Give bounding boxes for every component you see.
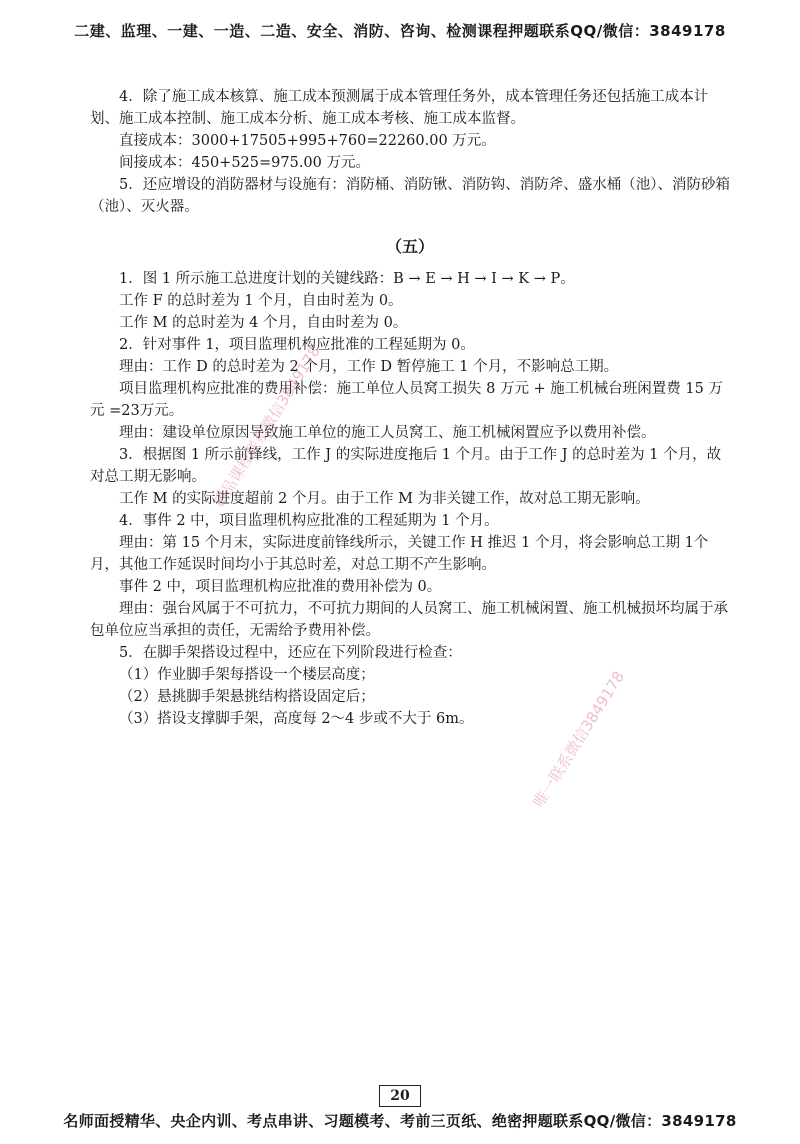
list-item-scaffold-1: （1）作业脚手架每搭设一个楼层高度； [119,667,375,683]
paragraph-event2-compensation-reason: 理由：强台风属于不可抗力，不可抗力期间的人员窝工、施工机械闲置、施工机械损坏均属于承包单位应当承担的责任，无需给予费用补偿。 [90,601,728,639]
paragraph-critical-path: 1．图 1 所示施工总进度计划的关键线路：B → E → H → I → K → P。 [119,271,575,287]
paragraph-event2-extension: 4．事件 2 中，项目监理机构应批准的工程延期为 1 个月。 [119,513,499,529]
paragraph-indirect-cost: 间接成本：450+525=975.00 万元。 [119,155,370,171]
section-title: （五） [385,237,434,256]
paragraph-work-j-progress: 3．根据图 1 所示前锋线，工作 J 的实际进度拖后 1 个月。由于工作 J 的总时差为 1 个月，故对总工期无影响。 [90,447,722,485]
list-item-scaffold-2: （2）悬挑脚手架悬挑结构搭设固定后； [119,689,375,705]
paragraph-event1-reason: 理由：工作 D 的总时差为 2 个月，工作 D 暂停施工 1 个月，不影响总工期。 [119,359,619,375]
paragraph-work-m-progress: 工作 M 的实际进度超前 2 个月。由于工作 M 为非关键工作，故对总工期无影响。 [119,491,650,507]
paragraph-event2-reason: 理由：第 15 个月末，实际进度前锋线所示，关键工作 H 推迟 1 个月，将会影响总工期 1个月，其他工作延误时间均小于其总时差，对总工期不产生影响。 [90,535,709,573]
page-footer: 名师面授精华、央企内训、考点串讲、习题模考、考前三页纸、绝密押题联系QQ/微信：3849178 [63,1112,737,1130]
page-header: 二建、监理、一建、一造、二造、安全、消防、咨询、检测课程押题联系QQ/微信：3849178 [74,22,726,40]
paragraph-cost-tasks: 4．除了施工成本核算、施工成本预测属于成本管理任务外，成本管理任务还包括施工成本计划、施工成本控制、施工成本分析、施工成本考核、施工成本监督。 [90,89,709,127]
paragraph-event1-compensation: 项目监理机构应批准的费用补偿：施工单位人员窝工损失 8 万元 + 施工机械台班闲置费 15 万元 =23万元。 [90,381,723,419]
watermark-2: 唯一联系微信3849178 [529,668,629,811]
paragraph-event1-compensation-reason: 理由：建设单位原因导致施工单位的施工人员窝工、施工机械闲置应予以费用补偿。 [119,425,656,441]
paragraph-work-m-float: 工作 M 的总时差为 4 个月，自由时差为 0。 [119,315,408,331]
page-number: 20 [379,1085,421,1107]
paragraph-fire-equipment: 5．还应增设的消防器材与设施有：消防桶、消防锹、消防钩、消防斧、盛水桶（池）、消防砂箱（池）、灭火器。 [90,177,730,215]
paragraph-event1-extension: 2．针对事件 1，项目监理机构应批准的工程延期为 0。 [119,337,475,353]
list-item-scaffold-3: （3）搭设支撑脚手架，高度每 2～4 步或不大于 6m。 [119,711,474,727]
paragraph-direct-cost: 直接成本：3000+17505+995+760=22260.00 万元。 [119,133,496,149]
watermark-1: 精品课程联系微信3849178 [209,342,324,511]
document-body [90,86,730,730]
paragraph-scaffold-inspection: 5．在脚手架搭设过程中，还应在下列阶段进行检查： [119,645,462,661]
paragraph-work-f-float: 工作 F 的总时差为 1 个月，自由时差为 0。 [119,293,403,309]
paragraph-event2-compensation: 事件 2 中，项目监理机构应批准的费用补偿为 0。 [119,579,442,595]
